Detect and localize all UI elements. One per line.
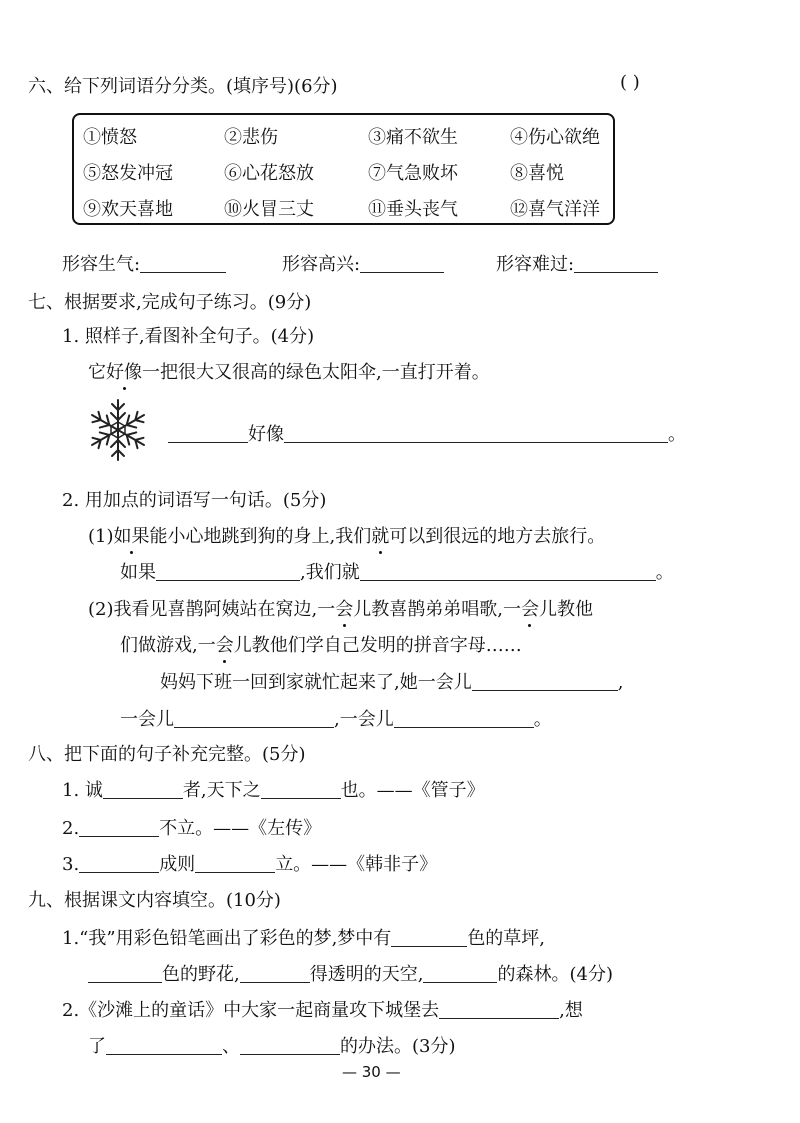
dotted-word: 就 — [371, 526, 390, 547]
section-6-title: 六、给下列词语分分类。(填序号)(6分) — [28, 76, 338, 97]
part-1-fill — [120, 558, 674, 584]
fill-text: ,一会儿 — [334, 709, 394, 730]
part-2-fill-line2 — [120, 705, 552, 731]
word-item: ⑩火冒三丈 — [224, 199, 314, 220]
answer-blank[interactable] — [168, 423, 248, 443]
answer-blank[interactable] — [391, 927, 467, 947]
question-text: 色的野花, — [162, 964, 240, 985]
question-9-2-line1 — [62, 996, 583, 1022]
proverb-2 — [62, 814, 321, 840]
question-text: 得透明的天空, — [309, 964, 424, 985]
proverb-3 — [62, 850, 437, 876]
answer-blank[interactable] — [360, 561, 656, 581]
word-item: ①愤怒 — [83, 127, 137, 148]
part-2-sentence — [88, 595, 593, 621]
answer-blank[interactable] — [88, 963, 162, 983]
question-text: 1.“我”用彩色铅笔画出了彩色的梦,梦中有 — [62, 928, 392, 949]
proverb-text: 立。——《韩非子》 — [275, 854, 438, 875]
answer-blank[interactable] — [195, 853, 275, 873]
answer-blank[interactable] — [174, 708, 334, 728]
question-9-1-line1 — [62, 924, 545, 950]
question-7-1: 1. 照样子,看图补全句子。(4分) — [62, 326, 315, 347]
fill-text: ,我们就 — [300, 562, 360, 583]
category-anger — [62, 250, 226, 276]
example-text: 一把很大又很高的绿色太阳伞,一直打开着。 — [142, 362, 490, 383]
answer-blank[interactable] — [79, 853, 159, 873]
sentence-text: 们做游戏, — [120, 635, 198, 656]
sentence-text: 教喜鹊弟弟唱歌, — [371, 599, 503, 620]
snowflake-icon — [84, 396, 152, 464]
answer-blank[interactable] — [261, 779, 341, 799]
word-item: ⑪垂头丧气 — [368, 199, 458, 220]
dotted-word: 一会儿 — [317, 599, 372, 620]
word-box — [72, 113, 615, 225]
answer-blank[interactable] — [140, 253, 226, 273]
proverb-text: 2. — [62, 818, 80, 839]
fill-text: , — [617, 672, 624, 693]
answer-blank[interactable] — [103, 779, 183, 799]
proverb-text: 3. — [62, 854, 80, 875]
word-item: ⑧喜悦 — [510, 163, 564, 184]
proverb-text: 成则 — [159, 854, 196, 875]
fill-text: 妈妈下班一回到家就忙起来了,她一会儿 — [160, 672, 472, 693]
proverb-1 — [62, 776, 485, 802]
proverb-text: 者,天下之 — [182, 780, 261, 801]
word-item: ⑤怒发冲冠 — [83, 163, 173, 184]
answer-blank[interactable] — [423, 963, 497, 983]
sentence-text: 我看见喜鹊阿姨站在窝边, — [113, 599, 318, 620]
proverb-text: 也。——《管子》 — [340, 780, 485, 801]
answer-blank[interactable] — [106, 1035, 222, 1055]
answer-blank[interactable] — [360, 253, 444, 273]
answer-blank[interactable] — [240, 963, 310, 983]
question-text: ,想 — [559, 1000, 583, 1021]
category-sad — [496, 250, 658, 276]
word-item: ③痛不欲生 — [368, 127, 458, 148]
section-8-title: 八、把下面的句子补充完整。(5分) — [28, 744, 306, 765]
section-9-title: 九、根据课文内容填空。(10分) — [28, 890, 281, 911]
example-sentence — [88, 358, 490, 384]
word-item: ⑥心花怒放 — [224, 163, 314, 184]
dotted-word: 一会儿 — [197, 635, 252, 656]
sentence-text: 教他 — [556, 599, 593, 620]
answer-blank[interactable] — [574, 253, 658, 273]
answer-blank[interactable] — [156, 561, 300, 581]
category-label: 形容难过: — [496, 254, 575, 275]
end-mark: 。 — [655, 562, 674, 583]
page-number: — 30 — — [342, 1063, 401, 1081]
word-item: ④伤心欲绝 — [510, 127, 600, 148]
word-item: ⑨欢天喜地 — [83, 199, 173, 220]
answer-blank[interactable] — [472, 671, 618, 691]
part-number: (2) — [88, 599, 114, 620]
question-text: 、 — [222, 1036, 240, 1057]
category-label: 形容生气: — [62, 254, 141, 275]
question-7-2: 2. 用加点的词语写一句话。(5分) — [62, 490, 327, 511]
end-mark: 。 — [533, 709, 552, 730]
section-7-title: 七、根据要求,完成句子练习。(9分) — [28, 292, 312, 313]
question-text: 色的草坪, — [467, 928, 546, 949]
answer-parentheses: ( ) — [620, 72, 640, 93]
question-9-2-line2 — [88, 1032, 456, 1058]
example-text: 它 — [88, 362, 106, 383]
proverb-text: 不立。——《左传》 — [159, 818, 322, 839]
part-2-sentence-line2 — [120, 631, 522, 657]
question-text: 的森林。(4分) — [497, 964, 613, 985]
question-text: 2.《沙滩上的童话》中大家一起商量攻下城堡去 — [62, 1000, 440, 1021]
sentence-text: 可以到很远的地方去旅行。 — [389, 526, 606, 547]
dotted-word: 如果 — [113, 526, 150, 547]
question-9-1-line2 — [88, 960, 613, 986]
answer-blank[interactable] — [240, 1035, 340, 1055]
part-2-fill-line1 — [160, 668, 623, 694]
answer-blank[interactable] — [394, 708, 534, 728]
fill-word: 好像 — [248, 424, 284, 445]
end-mark: 。 — [668, 424, 686, 445]
part-number: (1) — [88, 526, 114, 547]
word-item: ⑫喜气洋洋 — [510, 199, 600, 220]
fill-text: 一会儿 — [120, 709, 174, 730]
part-1-sentence — [88, 522, 605, 548]
answer-blank[interactable] — [439, 999, 559, 1019]
fill-text: 如果 — [120, 562, 156, 583]
category-label: 形容高兴: — [282, 254, 361, 275]
answer-blank[interactable] — [284, 423, 668, 443]
word-item: ②悲伤 — [224, 127, 278, 148]
sentence-text: 能小心地跳到狗的身上,我们 — [149, 526, 372, 547]
dotted-word: 一会儿 — [502, 599, 557, 620]
sentence-text: 教他们学自己发明的拼音字母…… — [251, 635, 522, 656]
question-text: 的办法。(3分) — [340, 1036, 456, 1057]
fill-sentence-7-1 — [168, 420, 686, 446]
dotted-word: 好像 — [106, 362, 142, 383]
category-happy — [282, 250, 444, 276]
word-item: ⑦气急败坏 — [368, 163, 458, 184]
proverb-text: 1. 诚 — [62, 780, 103, 801]
answer-blank[interactable] — [79, 817, 159, 837]
question-text: 了 — [88, 1036, 106, 1057]
